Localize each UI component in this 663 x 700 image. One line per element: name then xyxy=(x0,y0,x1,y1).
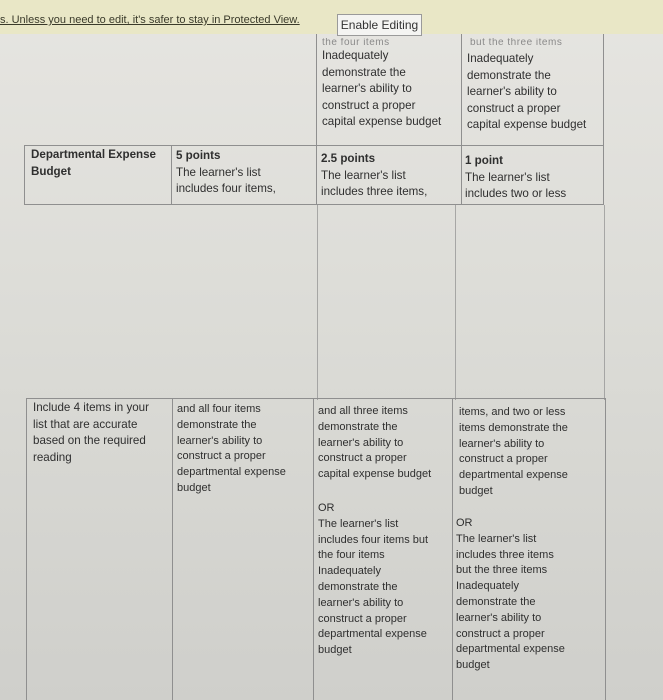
dept-col3: 2.5 points The learner's list includes three items, xyxy=(321,152,428,198)
table-line xyxy=(455,205,456,400)
items-col3-or: OR The learner's list includes four items but the four items Inadequately demonstrate the learner's ability to construct a proper departmental expense budget xyxy=(318,502,429,657)
top-col4-text: Inadequately demonstrate the learner's ability to construct a proper capital expense budget xyxy=(467,52,587,131)
top-col3-text: Inadequately demonstrate the learner's ability to construct a proper capital expense budget xyxy=(322,49,442,128)
enable-editing-button[interactable]: Enable Editing xyxy=(337,14,422,36)
criterion-dept-budget: Departmental Expense Budget xyxy=(31,148,157,178)
dept-col4: 1 point The learner's list includes two or less xyxy=(465,154,567,200)
cut-text: but the three items xyxy=(470,38,563,46)
table-line xyxy=(605,398,606,700)
table-line xyxy=(26,398,606,399)
table-line xyxy=(171,145,172,205)
table-line xyxy=(24,145,604,146)
items-col4: items, and two or less items demonstrate the learner's ability to construct a proper departmental expense budget xyxy=(459,406,568,497)
table-line xyxy=(317,205,318,400)
table-line xyxy=(316,34,317,204)
items-col3: and all three items demonstrate the learner's ability to construct a proper capital expense budget xyxy=(318,405,432,481)
protected-view-message[interactable]: s. Unless you need to edit, it's safer to stay in Protected View. xyxy=(0,14,300,26)
cut-text: the four items xyxy=(322,38,390,46)
criterion-include-items: Include 4 items in your list that are accurate based on the required reading xyxy=(33,401,149,464)
dept-col2: 5 points The learner's list includes four items, xyxy=(176,149,276,195)
table-line xyxy=(604,205,605,400)
items-col2: and all four items demonstrate the learner's ability to construct a proper departmental expense budget xyxy=(177,403,286,494)
table-line xyxy=(24,145,25,205)
table-line xyxy=(26,398,27,700)
table-line xyxy=(313,398,314,700)
table-line xyxy=(24,204,604,205)
items-col4-or: OR The learner's list includes three items but the three items Inadequately demonstrate the learner's ability to construct a proper departmental expense budget xyxy=(456,517,565,672)
